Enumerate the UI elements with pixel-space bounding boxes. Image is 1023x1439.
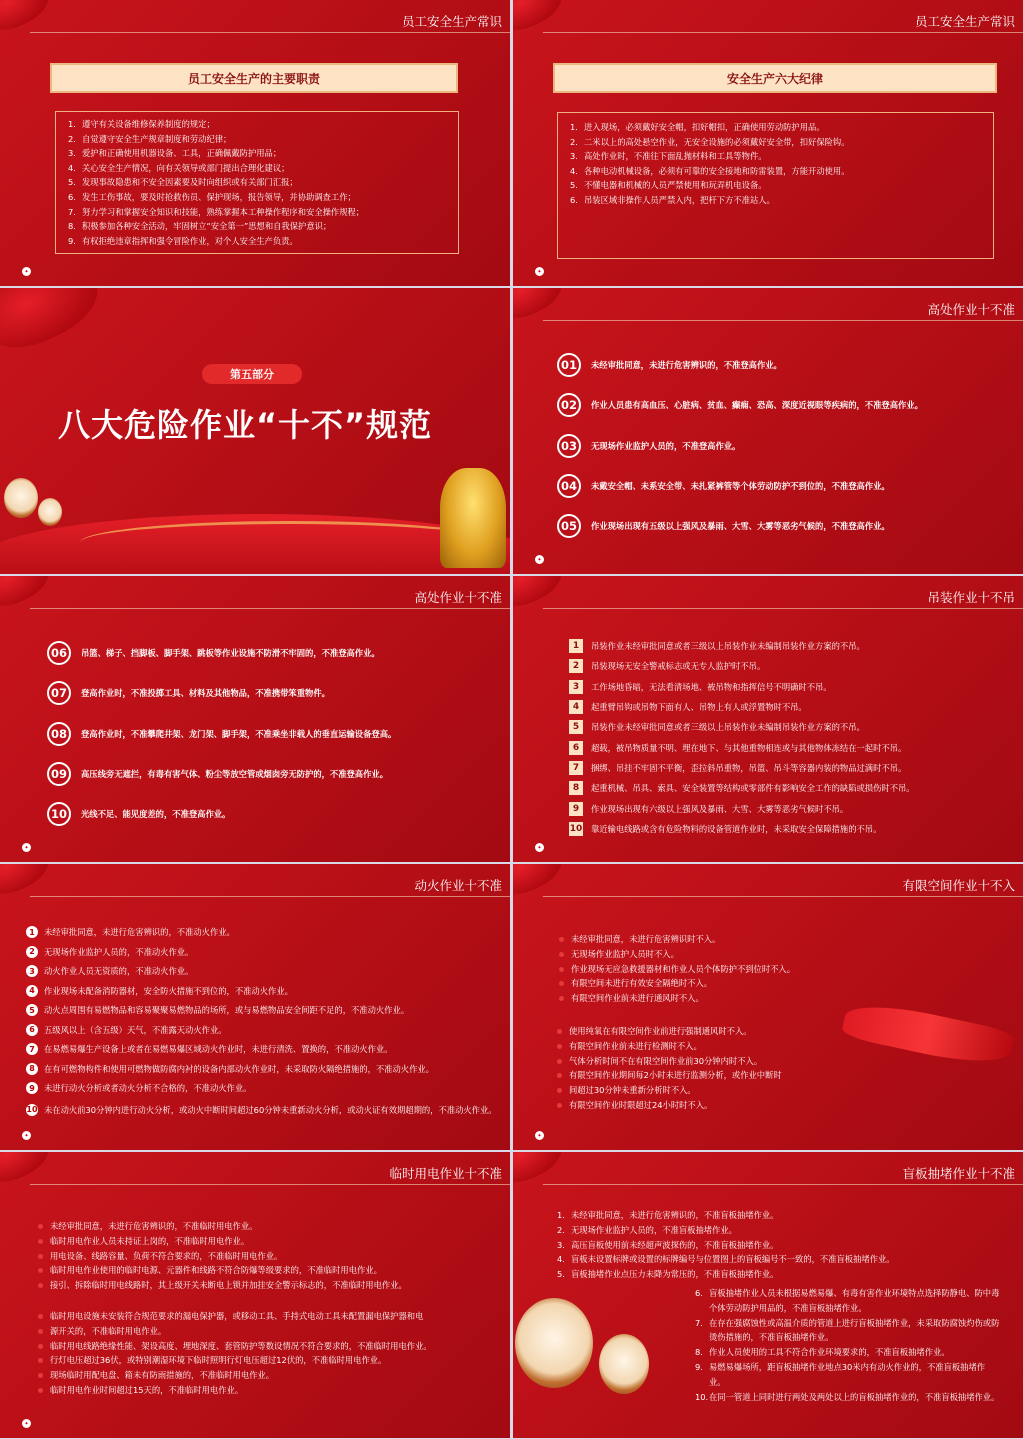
item-number-badge: 6 <box>569 741 583 755</box>
list-item <box>570 178 993 193</box>
item-text: 超载，被吊物质量不明、埋在地下、与其他重物相连或与其他物体冻结在一起时不吊。 <box>591 742 907 753</box>
item-text: 起重机械、吊具、索具、安全装置等结构或零部件有影响安全工作的缺陷或损伤时不吊。 <box>591 783 915 794</box>
list-item <box>569 656 915 676</box>
item-text: 盲板抽堵作业点压力未降为常压的，不准盲板抽堵作业。 <box>571 1269 779 1280</box>
item-number-badge: 4 <box>26 985 38 997</box>
bullet-item: 无现场作业监护人员时不入。 <box>557 947 795 962</box>
list-item <box>557 1208 895 1223</box>
item-text: 有权拒绝违章指挥和强令冒险作业，对个人安全生产负责。 <box>82 235 298 246</box>
item-text: 在存在强腐蚀性或高温介质的管道上进行盲板抽堵作业，未采取防腐蚀灼伤或防烫伤措施的，不准盲板抽堵作业。 <box>709 1317 1000 1343</box>
bullet-item: 临时用电作业时间超过15天的，不准临时用电作业。 <box>36 1383 432 1398</box>
slide-header: 员工安全生产常识 <box>914 14 1015 29</box>
list-item <box>47 633 396 673</box>
drum-image <box>599 1334 649 1394</box>
item-number: 6. <box>570 194 578 205</box>
header-divider <box>543 1184 1023 1185</box>
list-item <box>569 778 915 798</box>
slide-header: 临时用电作业十不准 <box>389 1166 502 1181</box>
item-number: 1. <box>557 1210 565 1220</box>
item-number-badge: 2 <box>26 946 38 958</box>
bullet-item: 有限空间作业前未进行通风时不入。 <box>557 991 795 1006</box>
item-text: 起重臂吊钩或吊物下面有人、吊物上有人或浮置物时不吊。 <box>591 702 807 713</box>
item-number: 3. <box>570 151 578 162</box>
item-number-badge: 10 <box>569 823 583 834</box>
item-text: 吊装区域非操作人员严禁入内，把杆下方不准站人。 <box>584 194 775 205</box>
list-item <box>47 794 396 834</box>
bullet-item: 作业现场无应急救援器材和作业人员个体防护不到位时不入。 <box>557 962 795 977</box>
item-text: 发生工伤事故，要及时抢救伤员、保护现场，报告领导，并协助调查工作； <box>82 191 356 202</box>
item-text: 捆绑、吊挂不牢固不平衡，歪拉斜吊重物，吊篮、吊斗等容器内装的物品过满时不吊。 <box>591 762 907 773</box>
numbered-list <box>558 113 993 208</box>
bullet-item: 现场临时用配电盘、箱未有防雨措施的，不准临时用电作业。 <box>36 1368 432 1383</box>
item-text: 在同一管道上同时进行两处及两处以上的盲板抽堵作业的，不准盲板抽堵作业。 <box>709 1391 1000 1402</box>
header-divider <box>30 608 510 609</box>
item-number-badge: 7 <box>569 761 583 775</box>
list-item <box>557 1252 895 1267</box>
item-number-badge: 08 <box>47 722 71 746</box>
red-ribbon-decoration <box>841 997 1016 1071</box>
item-number: 1. <box>570 122 578 132</box>
list-item <box>68 132 458 147</box>
item-number-badge: 3 <box>569 680 583 694</box>
item-text: 努力学习和掌握安全知识和技能，熟练掌握本工种操作程序和安全操作规程； <box>82 206 365 217</box>
list-item <box>569 677 915 697</box>
slide-header: 盲板抽堵作业十不准 <box>902 1166 1015 1181</box>
list-item <box>570 193 993 208</box>
bullet-item: 未经审批同意，未进行危害辨识时不入。 <box>557 932 795 947</box>
list-item <box>26 1042 504 1062</box>
item-text: 五级风以上（含五级）天气，不准露天动火作业。 <box>44 1024 227 1035</box>
bullet-item: 用电设备、线路容量、负荷不符合要求的，不准临时用电作业。 <box>36 1249 407 1264</box>
brand-logo <box>22 267 31 276</box>
item-number: 2. <box>570 136 578 147</box>
list-item <box>569 737 915 757</box>
list-item <box>570 149 993 164</box>
item-text: 未经审批同意，未进行危害辨识的，不准盲板抽堵作业。 <box>571 1210 779 1220</box>
item-number-badge: 8 <box>26 1063 38 1075</box>
slide-header: 吊装作业十不吊 <box>927 590 1015 605</box>
slide-header: 动火作业十不准 <box>414 878 502 893</box>
header-divider <box>543 32 1023 33</box>
numbered-list <box>557 345 923 546</box>
item-text: 无现场作业监护人员的，不准登高作业。 <box>591 440 741 451</box>
slide-header: 有限空间作业十不入 <box>902 878 1015 893</box>
item-text: 吊装现场无安全警戒标志或无专人监护时不吊。 <box>591 661 766 672</box>
list-item <box>68 146 458 161</box>
item-number-badge: 6 <box>26 1024 38 1036</box>
header-divider <box>543 608 1023 609</box>
gold-line-decoration <box>80 521 500 564</box>
list-item <box>68 175 458 190</box>
item-text: 不懂电器和机械的人员严禁使用和玩弄机电设备。 <box>584 180 767 191</box>
section-title: 安全生产六大纪律 <box>553 63 997 93</box>
numbered-list <box>56 112 458 248</box>
list-item <box>26 1023 504 1043</box>
list-item <box>569 819 915 839</box>
item-number: 4. <box>68 162 76 173</box>
item-number-badge: 1 <box>26 926 38 938</box>
brand-logo <box>535 267 544 276</box>
item-number-badge: 03 <box>557 434 581 458</box>
item-number: 4. <box>557 1254 565 1265</box>
list-item <box>557 1223 895 1238</box>
content-box <box>557 112 994 259</box>
list-item <box>557 345 923 385</box>
bullet-item: 接引、拆除临时用电线路时，其上级开关未断电上锁并加挂安全警示标志的，不准临时用电作业。 <box>36 1278 407 1293</box>
list-item <box>695 1286 1001 1316</box>
list-item <box>26 945 504 965</box>
item-number: 8. <box>68 221 76 232</box>
item-text: 关心安全生产情况，向有关领导或部门提出合理化建议； <box>82 162 290 173</box>
list-item <box>695 1360 1001 1390</box>
slide-responsibilities <box>0 0 510 286</box>
item-number: 5. <box>570 180 578 191</box>
list-item <box>68 219 458 234</box>
item-text: 登高作业时，不准攀爬井架、龙门架、脚手架，不准乘坐非载人的垂直运输设备登高。 <box>81 728 397 739</box>
bullet-item: 行灯电压超过36伏，或特别潮湿环境下临时照明行灯电压超过12伏的，不准临时用电作业。 <box>36 1353 432 1368</box>
item-number: 9. <box>68 235 76 246</box>
logo-icon: ✦ <box>535 843 544 852</box>
drum-image <box>38 498 62 526</box>
item-number-badge: 06 <box>47 641 71 665</box>
numbered-list <box>569 636 915 839</box>
item-text: 未在动火前30分钟内进行动火分析，或动火中断时间超过60分钟未重新动火分析，或动火证有效期超期的，不准动火作业。 <box>44 1104 497 1115</box>
bullet-item: 使用纯氧在有限空间作业前进行强制通风时不入。 <box>555 1024 782 1039</box>
item-text: 作业现场未配备消防器材，安全防火措施不到位的，不准动火作业。 <box>44 985 293 996</box>
numbered-list <box>695 1286 1001 1404</box>
item-text: 未经审批同意，未进行危害辨识的，不准动火作业。 <box>44 927 235 937</box>
item-number-badge: 9 <box>569 802 583 816</box>
list-item <box>26 984 504 1004</box>
item-text: 易燃易爆场所，距盲板抽堵作业地点30米内有动火作业的，不准盲板抽堵作业。 <box>709 1361 986 1387</box>
item-text: 靠近输电线路或含有危险物料的设备管道作业时，未采取安全保障措施的不吊。 <box>591 823 882 834</box>
ribbon-corner-decoration <box>0 288 109 362</box>
list-item <box>26 1081 504 1101</box>
slide-section-cover <box>0 288 510 574</box>
item-text: 盲板抽堵作业人员未根据易燃易爆、有毒有害作业环境特点选择防静电、防中毒个体劳动防护用品的，不准盲板抽堵作业。 <box>709 1288 1000 1313</box>
bullet-list <box>555 1024 782 1113</box>
bullet-item: 临时用电作业使用的临时电源、元器件和线路不符合防爆等级要求的，不准临时用电作业。 <box>36 1263 407 1278</box>
list-item <box>47 714 396 754</box>
item-text: 积极参加各种安全活动，牢固树立“安全第一”思想和自我保护意识； <box>82 221 332 232</box>
item-text: 未经审批同意，未进行危害辨识的，不准登高作业。 <box>591 360 782 371</box>
list-item <box>569 758 915 778</box>
list-item <box>570 135 993 150</box>
list-item <box>570 164 993 179</box>
bullet-item: 临时用电作业人员未持证上岗的，不准临时用电作业。 <box>36 1234 407 1249</box>
item-text: 高压盲板使用前未经超声波探伤的，不准盲板抽堵作业。 <box>571 1239 779 1250</box>
item-number: 6. <box>68 191 76 202</box>
logo-icon: ✦ <box>22 1131 31 1140</box>
item-text: 发现事故隐患和不安全因素要及时向组织或有关部门汇报； <box>82 177 298 188</box>
item-text: 无现场作业监护人员的，不准盲板抽堵作业。 <box>571 1224 737 1235</box>
item-text: 在易燃易爆生产设备上或者在易燃易爆区域动火作业时，未进行清洗、置换的，不准动火作业。 <box>44 1044 393 1054</box>
bullet-item: 临时用电线路绝缘性能、架设高度、埋地深度、套管防护等数设情况不符合要求的，不准临时用电作业。 <box>36 1339 432 1354</box>
brand-logo <box>535 555 544 564</box>
item-number: 3. <box>557 1239 565 1250</box>
item-number-badge: 5 <box>26 1004 38 1016</box>
item-number-badge: 09 <box>47 762 71 786</box>
item-text: 登高作业时，不准投掷工具、材料及其他物品，不准携带笨重物件。 <box>81 688 330 699</box>
item-text: 在有可燃物构件和使用可燃物做防腐内衬的设备内部动火作业时，未采取防火隔绝措施的，不准动火作业。 <box>44 1063 434 1074</box>
item-number-badge: 1 <box>569 639 583 653</box>
item-text: 高压线旁无遮拦，有毒有害气体、粉尘等放空管或烟囱旁无防护的，不准登高作业。 <box>81 769 388 780</box>
item-number-badge: 05 <box>557 514 581 538</box>
item-number: 7. <box>695 1317 703 1328</box>
numbered-list <box>557 1208 895 1282</box>
slide-height-work-1 <box>513 288 1023 574</box>
item-text: 未进行动火分析或者动火分析不合格的，不准动火作业。 <box>44 1083 252 1093</box>
brand-logo <box>535 843 544 852</box>
bullet-item: 有限空间未进行有效安全隔绝时不入。 <box>557 976 795 991</box>
item-text: 作业人员患有高血压、心脏病、贫血、癫痫、恐高、深度近视眼等疾病的，不准登高作业。 <box>591 400 923 411</box>
logo-icon: ✦ <box>535 267 544 276</box>
logo-icon: ✦ <box>535 555 544 564</box>
item-text: 盲板未设置标牌或设置的标牌编号与位置图上的盲板编号不一致的，不准盲板抽堵作业。 <box>571 1254 895 1265</box>
list-item <box>68 161 458 176</box>
bullet-item: 源开关的，不准临时用电作业。 <box>36 1324 432 1339</box>
item-number-badge: 9 <box>26 1082 38 1094</box>
section-tag: 第五部分 <box>202 364 302 384</box>
item-text: 动火点周围有易燃物品和容易聚聚易燃物品的场所，或与易燃物品安全间距不足的，不准动火作业。 <box>44 1005 410 1015</box>
bullet-item: 有限空间作业时限超过24小时时不入。 <box>555 1098 782 1113</box>
bullet-item: 气体分析时间不在有限空间作业前30分钟内时不入。 <box>555 1054 782 1069</box>
bullet-list <box>557 932 795 1006</box>
item-number-badge: 10 <box>47 802 71 826</box>
bullet-item: 间超过30分钟未重新分析时不入。 <box>555 1083 782 1098</box>
item-text: 作业现场出现有五级以上强风及暴雨、大雪、大雾等恶劣气候的，不准登高作业。 <box>591 521 890 532</box>
section-title: 员工安全生产的主要职责 <box>50 63 458 93</box>
item-number: 8. <box>695 1347 703 1358</box>
item-number-badge: 10 <box>26 1105 38 1114</box>
numbered-list <box>26 925 504 1122</box>
item-text: 无现场作业监护人员的，不准动火作业。 <box>44 946 194 957</box>
header-divider <box>543 320 1023 321</box>
list-item <box>557 1267 895 1282</box>
slide-six-disciplines <box>513 0 1023 286</box>
slide-confined-space <box>513 864 1023 1150</box>
item-text: 遵守有关设备维修保养制度的规定； <box>82 119 215 129</box>
list-item <box>557 426 923 466</box>
item-text: 进入现场，必须戴好安全帽，扣好帽扣，正确使用劳动防护用品。 <box>584 122 825 132</box>
item-number: 6. <box>695 1288 703 1298</box>
list-item <box>557 466 923 506</box>
header-divider <box>30 896 510 897</box>
item-text: 各种电动机械设备，必须有可靠的安全接地和防雷装置，方能开动使用。 <box>584 165 850 176</box>
item-text: 工作场地昏暗，无法看清场地、被吊物和指挥信号不明确时不吊。 <box>591 681 832 692</box>
list-item <box>557 506 923 546</box>
list-item <box>26 1062 504 1082</box>
bullet-item: 未经审批同意，未进行危害辨识的，不准临时用电作业。 <box>36 1219 407 1234</box>
list-item <box>569 636 915 656</box>
item-number-badge: 5 <box>569 720 583 734</box>
list-item <box>695 1316 1001 1346</box>
slide-header: 高处作业十不准 <box>414 590 502 605</box>
brand-logo <box>22 1419 31 1428</box>
item-number-badge: 04 <box>557 474 581 498</box>
item-number-badge: 2 <box>569 659 583 673</box>
drum-image <box>515 1298 593 1388</box>
item-text: 作业现场出现有六级以上强风及暴雨、大雪、大雾等恶劣气候时不吊。 <box>591 803 849 814</box>
item-text: 动火作业人员无资质的，不准动火作业。 <box>44 966 194 976</box>
item-text: 二米以上的高处悬空作业，无安全设施的必须戴好安全带，扣好保险钩。 <box>584 136 850 147</box>
header-divider <box>30 1184 510 1185</box>
item-number: 2. <box>557 1224 565 1235</box>
item-number: 3. <box>68 148 76 159</box>
item-number: 1. <box>68 119 76 129</box>
list-item <box>26 1003 504 1023</box>
slide-temporary-power <box>0 1152 510 1438</box>
list-item <box>26 1103 504 1123</box>
slide-blind-plate <box>513 1152 1023 1438</box>
item-text: 光线不足、能见度差的，不准登高作业。 <box>81 809 231 820</box>
slide-hot-work <box>0 864 510 1150</box>
brand-logo <box>535 1131 544 1140</box>
item-number-badge: 07 <box>47 681 71 705</box>
list-item <box>26 925 504 945</box>
logo-icon: ✦ <box>22 267 31 276</box>
item-number-badge: 4 <box>569 700 583 714</box>
header-divider <box>30 32 510 33</box>
list-item <box>68 117 458 132</box>
list-item <box>68 205 458 220</box>
item-number: 5. <box>68 177 76 188</box>
list-item <box>68 190 458 205</box>
list-item <box>26 964 504 984</box>
item-number: 10. <box>695 1391 709 1402</box>
item-number-badge: 3 <box>26 965 38 977</box>
item-number: 4. <box>570 165 578 176</box>
bullet-item: 有限空间作业期间每2小时未进行监测分析，或作业中断时 <box>555 1068 782 1083</box>
logo-icon: ✦ <box>22 843 31 852</box>
slide-lifting-work <box>513 576 1023 862</box>
bullet-list <box>36 1219 407 1293</box>
item-number: 7. <box>68 206 76 217</box>
list-item <box>569 798 915 818</box>
list-item <box>47 754 396 794</box>
list-item <box>557 385 923 425</box>
list-item <box>570 120 993 135</box>
item-number: 9. <box>695 1361 703 1372</box>
header-divider <box>543 896 1023 897</box>
logo-icon: ✦ <box>535 1131 544 1140</box>
item-number-badge: 8 <box>569 781 583 795</box>
list-item <box>557 1238 895 1253</box>
list-item <box>695 1345 1001 1360</box>
slide-header: 高处作业十不准 <box>927 302 1015 317</box>
golden-lion-image <box>440 468 506 568</box>
item-text: 作业人员使用的工具不符合作业环境要求的，不准盲板抽堵作业。 <box>709 1347 950 1358</box>
brand-logo <box>22 1131 31 1140</box>
numbered-list <box>47 633 396 834</box>
item-number: 5. <box>557 1269 565 1280</box>
item-text: 吊篮、梯子、挡脚板、脚手架、跳板等作业设施不防滑不牢固的，不准登高作业。 <box>81 648 380 659</box>
bullet-item: 有限空间作业前未进行检测时不入。 <box>555 1039 782 1054</box>
cover-title: 八大危险作业“十不”规范 <box>58 406 433 444</box>
slide-height-work-2 <box>0 576 510 862</box>
list-item <box>569 717 915 737</box>
item-text: 爱护和正确使用机器设备、工具，正确佩戴防护用品； <box>82 148 282 159</box>
item-text: 未戴安全帽、未系安全带、未扎紧裤管等个体劳动防护不到位的，不准登高作业。 <box>591 481 890 492</box>
item-number: 2. <box>68 133 76 144</box>
list-item <box>47 673 396 713</box>
bullet-item: 临时用电设施未安装符合规范要求的漏电保护器，或移动工具、手持式电动工具未配置漏电保护器和电 <box>36 1309 432 1324</box>
item-text: 吊装作业未经审批同意或者三级以上吊装作业未编制吊装作业方案的不吊。 <box>591 722 865 733</box>
brand-logo <box>22 843 31 852</box>
bullet-list <box>36 1309 432 1398</box>
content-box <box>55 111 459 254</box>
item-number-badge: 7 <box>26 1043 38 1055</box>
item-number-badge: 02 <box>557 393 581 417</box>
item-text: 高处作业时，不准往下面乱抛材料和工具等物件。 <box>584 151 767 162</box>
item-text: 吊装作业未经审批同意或者三级以上吊装作业未编制吊装作业方案的不吊。 <box>591 641 865 652</box>
drum-image <box>4 478 38 518</box>
slide-header: 员工安全生产常识 <box>401 14 502 29</box>
list-item <box>695 1390 1001 1405</box>
list-item <box>68 234 458 249</box>
logo-icon: ✦ <box>22 1419 31 1428</box>
item-number-badge: 01 <box>557 353 581 377</box>
list-item <box>569 697 915 717</box>
item-text: 自觉遵守安全生产规章制度和劳动纪律； <box>82 133 232 144</box>
